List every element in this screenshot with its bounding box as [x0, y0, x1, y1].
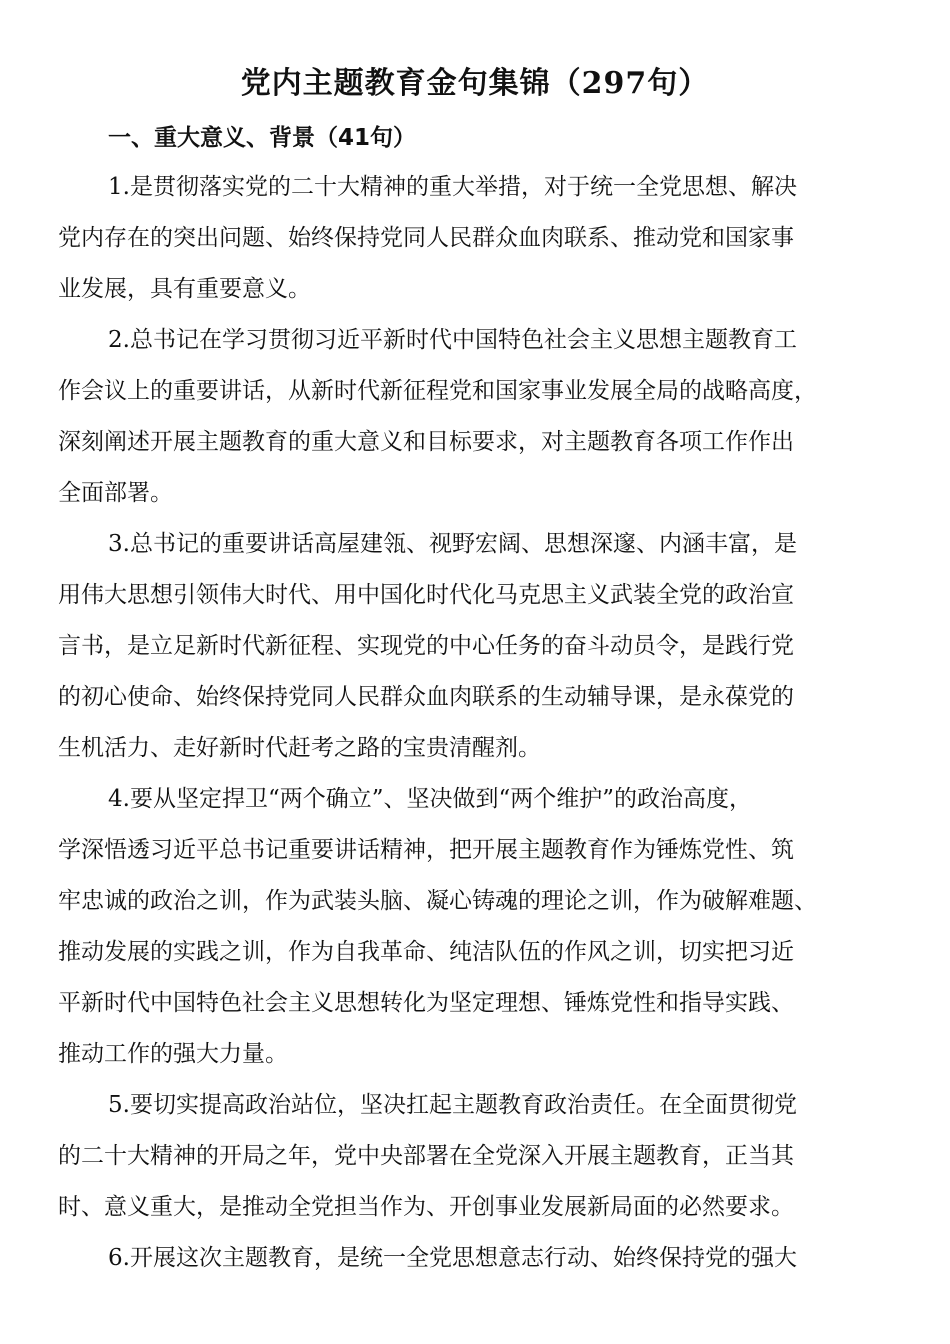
paragraph-line: 时、意义重大，是推动全党担当作为、开创事业发展新局面的必然要求。 — [58, 1194, 794, 1220]
paragraph-line: 推动工作的强大力量。 — [58, 1041, 288, 1067]
paragraph-line: 2.总书记在学习贯彻习近平新时代中国特色社会主义思想主题教育工 — [108, 327, 797, 353]
paragraph-line: 推动发展的实践之训，作为自我革命、纯洁队伍的作风之训，切实把习近 — [58, 939, 794, 965]
paragraph-line: 4.要从坚定捍卫“两个确立”、坚决做到“两个维护”的政治高度， — [108, 786, 752, 812]
paragraph-line: 深刻阐述开展主题教育的重大意义和目标要求，对主题教育各项工作作出 — [58, 429, 794, 455]
paragraph-line: 的二十大精神的开局之年，党中央部署在全党深入开展主题教育，正当其 — [58, 1143, 794, 1169]
paragraph-line: 的初心使命、始终保持党同人民群众血肉联系的生动辅导课，是永葆党的 — [58, 684, 794, 710]
section-heading: 一、重大意义、背景（41句） — [108, 125, 417, 151]
paragraph-line: 牢忠诚的政治之训，作为武装头脑、凝心铸魂的理论之训，作为破解难题、 — [58, 888, 817, 914]
paragraph-line: 用伟大思想引领伟大时代、用中国化时代化马克思主义武装全党的政治宣 — [58, 582, 794, 608]
document-body — [58, 162, 898, 1284]
paragraph-5 — [58, 1080, 898, 1233]
paragraph-1 — [58, 162, 898, 315]
paragraph-line: 3.总书记的重要讲话高屋建瓴、视野宏阔、思想深邃、内涵丰富，是 — [108, 531, 797, 557]
paragraph-line: 言书，是立足新时代新征程、实现党的中心任务的奋斗动员令，是践行党 — [58, 633, 794, 659]
paragraph-line: 1.是贯彻落实党的二十大精神的重大举措，对于统一全党思想、解决 — [108, 174, 797, 200]
paragraph-3 — [58, 519, 898, 774]
paragraph-line: 业发展，具有重要意义。 — [58, 276, 311, 302]
paragraph-line: 作会议上的重要讲话，从新时代新征程党和国家事业发展全局的战略高度， — [58, 378, 817, 404]
paragraph-line: 生机活力、走好新时代赶考之路的宝贵清醒剂。 — [58, 735, 541, 761]
paragraph-4 — [58, 774, 898, 1080]
paragraph-line: 5.要切实提高政治站位，坚决扛起主题教育政治责任。在全面贯彻党 — [108, 1092, 797, 1118]
document-title: 党内主题教育金句集锦（297句） — [240, 66, 710, 101]
paragraph-line: 党内存在的突出问题、始终保持党同人民群众血肉联系、推动党和国家事 — [58, 225, 794, 251]
paragraph-line: 全面部署。 — [58, 480, 173, 506]
paragraph-line: 平新时代中国特色社会主义思想转化为坚定理想、锤炼党性和指导实践、 — [58, 990, 794, 1016]
paragraph-6 — [58, 1233, 898, 1284]
paragraph-line: 学深悟透习近平总书记重要讲话精神，把开展主题教育作为锤炼党性、筑 — [58, 837, 794, 863]
paragraph-2 — [58, 315, 898, 519]
paragraph-line: 6.开展这次主题教育，是统一全党思想意志行动、始终保持党的强大 — [108, 1245, 797, 1271]
